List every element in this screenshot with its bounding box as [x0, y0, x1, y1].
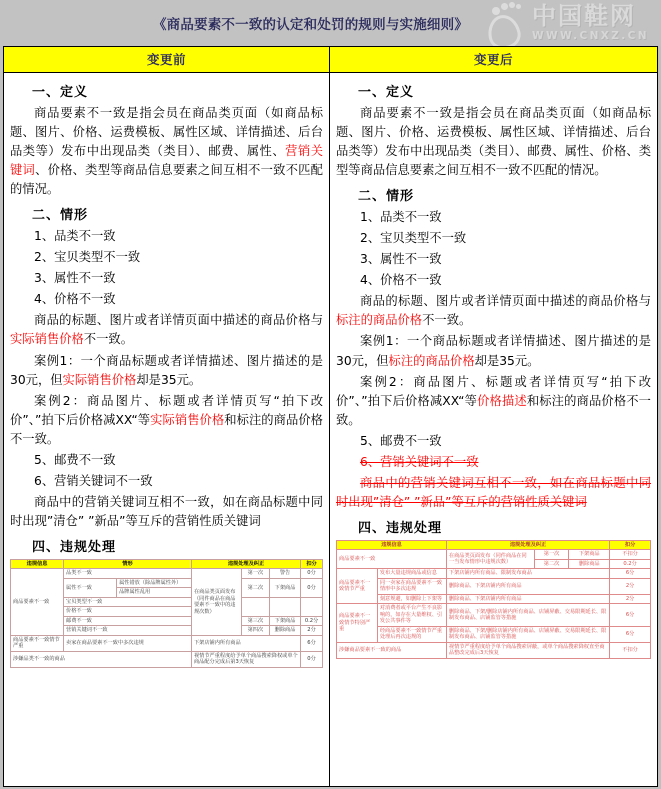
column-header-after: 变更后	[330, 47, 657, 73]
penalty-table-after	[336, 540, 651, 659]
case1-text-a: 案例1：一个商品标题或者详情描述、图片描述的是30元，但	[10, 353, 323, 387]
col-header-handle: 违规处理及纠正	[191, 559, 300, 569]
heading-cases-after: 二、情形	[358, 189, 415, 205]
case2-text-a: 案例2：商品图片、标题或者详情页写“拍下改价”、”拍下后价格减XX“等	[10, 393, 323, 427]
table-row	[337, 578, 651, 594]
table-header-row	[11, 559, 323, 569]
cell-info: 商品要素不一致情节严重	[11, 635, 64, 651]
cell-case: 同一卖家在商品要素不一致情形中多次违规	[377, 578, 446, 594]
table-row	[337, 604, 651, 627]
cell-handle: 在商品类页面发布（同件商品在同一当发布情形中违规次数）	[446, 550, 534, 569]
cell-info: 商品要素不一致	[11, 569, 64, 636]
cell-action: 删除商品	[569, 559, 610, 569]
cell-info: 商品要素不一致情节严重	[337, 569, 378, 604]
table-row	[11, 569, 323, 579]
case1-text-b: 却是35元。	[474, 353, 540, 368]
cell-times: 第一次	[534, 550, 569, 560]
list-item: 5、邮费不一致	[34, 452, 116, 467]
cell-case: 价格不一致	[64, 607, 192, 617]
column-before	[4, 47, 330, 786]
case1-highlight: 实际销售价格	[62, 372, 137, 387]
col-header-score: 扣分	[610, 540, 651, 550]
list-item-deleted: 6、营销关键词不一致	[360, 454, 479, 469]
cell-handle: 删除商品、下架店铺内所有商品	[446, 578, 609, 594]
list-item: 6、营销关键词不一致	[34, 473, 153, 488]
cell-score: 6分	[610, 626, 651, 642]
watermark	[480, 0, 655, 46]
case2-before	[10, 392, 323, 449]
list-item: 5、邮费不一致	[360, 433, 442, 448]
list-item: 2、宝贝类型不一致	[360, 231, 467, 246]
list-item: 1、品类不一致	[34, 229, 116, 244]
case2-text-b: 和标注的商品价格不一致。	[10, 412, 323, 446]
cell-times: 第一次	[241, 569, 269, 579]
table-row	[11, 635, 323, 651]
cell-times: 第三次	[241, 616, 269, 626]
table-row	[11, 651, 323, 667]
list-item: 2、宝贝类型不一致	[34, 250, 141, 265]
cell-times: 第二次	[241, 578, 269, 597]
cell-score: 0分	[301, 578, 323, 597]
cell-score: 6分	[610, 604, 651, 627]
cell-score: 0分	[301, 651, 323, 667]
cell-score: 6分	[301, 635, 323, 651]
table-row	[337, 550, 651, 560]
cell-handle: 视情节严重程度给予单个商品搜索降权或单个商品配分完成后第3天恢复	[191, 651, 300, 667]
cell-case: 属性不一致	[64, 578, 117, 597]
cell-score: 0.2分	[301, 616, 323, 626]
col-header-case: 情形	[64, 559, 192, 569]
heading-definition-after: 一、定义	[358, 85, 415, 100]
heading-penalty-after: 四、违规处理	[358, 520, 443, 536]
page-title: 《商品要素不一致的认定和处罚的规则与实施细则》	[152, 17, 469, 33]
cell-handle: 删除商品、下架/删除店铺内所有商品、店铺屏蔽、交易限期延长、限制发布商品、店铺监管等措施	[446, 626, 609, 642]
cell-handle: 删除商品、下架店铺内所有商品	[446, 594, 609, 604]
definition-paragraph-after: 商品要素不一致是指会员在商品类页面（如商品标题、图片、价格、运费模板、属性区域、详情描述、后台品类等）发布中出现品类（类目）、邮费、属性、价格、类型等商品信息要素之间互相不一致不匹配的情况。	[336, 106, 651, 178]
cell-score: 2分	[610, 594, 651, 604]
cell-handle: 下架店铺内所有商品	[191, 635, 300, 651]
price-text-b: 不一致。	[422, 313, 472, 328]
cell-score: 0分	[301, 569, 323, 579]
watermark-brand: 中国鞋网	[532, 2, 636, 31]
cell-info: 涉嫌品类不一致的商品	[11, 651, 192, 667]
case2-after	[336, 373, 651, 430]
table-header-row	[337, 540, 651, 550]
price-paragraph-after	[336, 292, 651, 330]
heading-cases-before: 二、情形	[32, 208, 89, 224]
cell-score: 2分	[610, 578, 651, 594]
case2-highlight: 实际销售价格	[150, 412, 225, 427]
col-header-info: 违规信息	[11, 559, 64, 569]
cell-score: 6分	[610, 569, 651, 579]
cell-action: 删除商品	[269, 626, 300, 636]
case2-highlight: 价格描述	[477, 393, 527, 408]
cell-info: 商品要素不一致	[337, 550, 447, 569]
cell-case: 卖家在商品要素不一致中多次违规	[64, 635, 192, 651]
penalty-table-before	[10, 559, 323, 668]
list-item: 4、价格不一致	[34, 292, 116, 307]
cell-score: 不扣分	[610, 550, 651, 560]
price-text-a: 商品的标题、图片或者详情页面中描述的商品价格与	[360, 294, 651, 309]
keyword-paragraph-deleted: 商品中的营销关键词互相不一致，如在商品标题中同时出现”清仓” ”新品”等互斥的营销性质关键词	[336, 475, 651, 509]
table-row	[337, 642, 651, 658]
cell-action: 下架商品	[269, 616, 300, 626]
table-row	[337, 626, 651, 642]
cell-score: 2分	[301, 626, 323, 636]
keyword-paragraph-before: 商品中的营销关键词互相不一致，如在商品标题中同时出现”清仓” ”新品”等互斥的营销性质关键词	[10, 494, 323, 528]
column-after	[330, 47, 657, 786]
price-highlight: 标注的商品价格	[336, 313, 423, 328]
cell-subcase: 品牌属性乱用	[117, 588, 192, 598]
definition-text-a: 商品要素不一致是指会员在商品类页面（如商品标题、图片、价格、运费模板、属性区域、详情描述、后台品类等）发布中出现品类（类目）、邮费、属性、	[10, 106, 323, 159]
table-row	[337, 569, 651, 579]
comparison-table	[3, 46, 658, 787]
list-item: 3、属性不一致	[360, 252, 442, 267]
cell-case: 经商品要素不一致情节严重处理后再次违规的	[377, 626, 446, 642]
cell-action: 下架商品	[269, 578, 300, 597]
price-paragraph-before	[10, 311, 323, 349]
footprint-icon	[480, 1, 532, 45]
cell-handle: 视情节严重程度给予单个商品搜索屏蔽，或单个商品搜索降权直至商品整改完成后3天恢复	[446, 642, 609, 658]
col-header-handle: 违规处理及纠正	[446, 540, 609, 550]
col-header-score: 扣分	[301, 559, 323, 569]
cell-times: 第二次	[534, 559, 569, 569]
case1-before	[10, 352, 323, 390]
heading-penalty-before: 四、违规处理	[32, 539, 117, 555]
price-text-a: 商品的标题、图片或者详情页面中描述的商品价格与	[34, 313, 323, 328]
definition-keyword-highlight: 营销关键词	[10, 144, 323, 178]
case2-text-b: 和标注的商品价格不一致。	[336, 393, 651, 427]
cell-case: 品类不一致	[64, 569, 192, 579]
case1-text-b: 却是35元。	[136, 372, 202, 387]
case1-text-a: 案例1：一个商品标题或者详情描述、图片描述的是30元，但	[336, 334, 651, 368]
case2-text-a: 案例2：商品图片、标题或者详情页写“拍下改价”、”拍下后价格减XX“等	[336, 374, 651, 408]
cell-action: 下架商品	[569, 550, 610, 560]
cell-score: 0.2分	[610, 559, 651, 569]
list-item: 4、价格不一致	[360, 273, 442, 288]
cell-case: 宝贝类型不一致	[64, 597, 192, 607]
table-row	[337, 594, 651, 604]
cell-case: 对消费者或平台产生不良影响的，如存在大量维权、引发公共事件等	[377, 604, 446, 627]
cell-times: 第四次	[241, 626, 269, 636]
case1-after	[336, 332, 651, 370]
col-header-info: 违规信息	[337, 540, 447, 550]
watermark-url: WWW.CNXZ.CN	[532, 30, 649, 43]
cell-case: 营销关键词不一致	[64, 626, 192, 636]
cell-handle: 删除商品、下架/删除店铺内所有商品、店铺屏蔽、交易限期延长、限制发布商品、店铺监管等措施	[446, 604, 609, 627]
cell-info: 商品要素不一致情节特别严重	[337, 604, 378, 643]
cell-info: 涉嫌商品要素不一致的商品	[337, 642, 447, 658]
definition-paragraph-before	[10, 104, 323, 199]
case1-highlight: 标注的商品价格	[388, 353, 475, 368]
cell-action: 警告	[269, 569, 300, 579]
heading-definition-before: 一、定义	[32, 85, 89, 100]
price-highlight: 实际销售价格	[10, 332, 84, 347]
cell-case: 邮费不一致	[64, 616, 192, 626]
page-header	[0, 0, 661, 46]
cell-score: 不扣分	[610, 642, 651, 658]
list-item: 1、品类不一致	[360, 210, 442, 225]
cell-handle: 在商品类页面发布（同件商品在商品要素不一致中的违规次数）	[191, 569, 241, 636]
cell-handle: 下架店铺内所有商品、限制发布商品	[446, 569, 609, 579]
list-item: 3、属性不一致	[34, 271, 116, 286]
definition-text-b: 、价格、类型等商品信息要素之间互相不一致不匹配的情况。	[10, 163, 323, 197]
cell-subcase: 属性错放（除品牌属性外）	[117, 578, 192, 588]
cell-case: 刻意规避，如删除上下架等	[377, 594, 446, 604]
cell-case: 发布大量违规商品或信息	[377, 569, 446, 579]
column-header-before: 变更前	[4, 47, 329, 73]
price-text-b: 不一致。	[83, 332, 133, 347]
